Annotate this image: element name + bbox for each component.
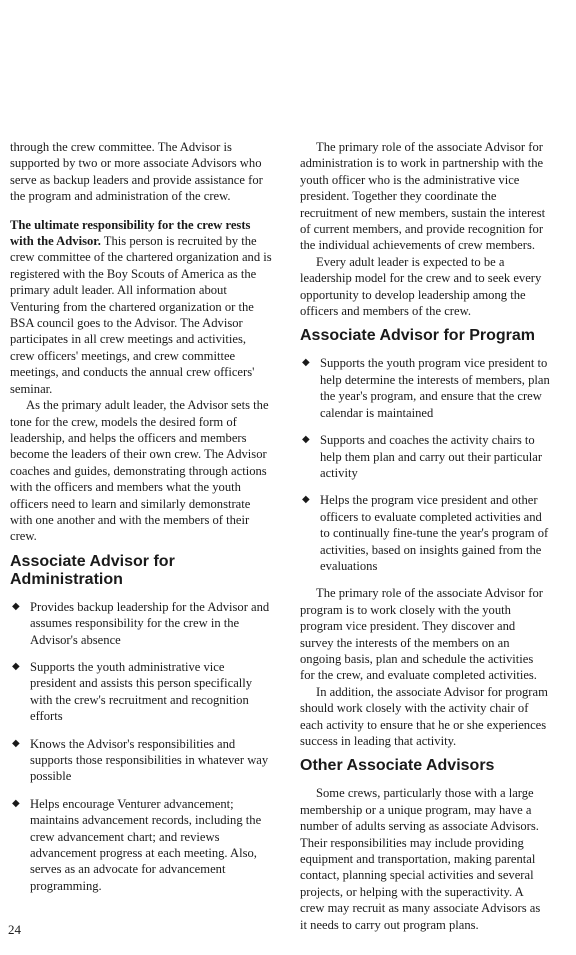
left-paragraph-2-rest: This person is recruited by the crew committee of the chartered organization and is registered with the Boy Scouts of America as the primary adult leader. All information about Venturing from the chartered organization or the BSA council goes to the Advisor. The Advisor participates in all crew meetings and activities, crew officers' meetings, and crew committee meetings, and conducts the annual crew officers' seminar.	[10, 234, 272, 396]
left-paragraph-2-bold: The ultimate responsibility for the crew rests with the Advisor.	[10, 217, 251, 249]
list-item	[300, 432, 550, 481]
list-item-text: Supports the youth administrative vice president and assists this person specifically with the crew's recruitment and recognition efforts	[30, 659, 253, 724]
list-item	[10, 599, 272, 648]
left-paragraph-3: As the primary adult leader, the Advisor sets the tone for the crew, models the desired form of leadership, and helps the officers and members become the leaders of their own crew. The Advisor coaches and guides, demonstrating through actions with the officers and members what the youth officers need to learn and similarly demonstrate with one another and with the members of their crew.	[10, 398, 269, 544]
right-paragraph-2: Every adult leader is expected to be a leadership model for the crew and to seek every opportunity to develop leadership among the officers and members of the crew.	[300, 254, 542, 319]
diamond-bullet-icon: ◆	[12, 600, 20, 612]
list-item	[10, 796, 272, 894]
list-item	[10, 736, 272, 785]
list-item	[300, 492, 550, 574]
list-item-text: Provides backup leadership for the Advisor and assumes responsibility for the crew in the Advisor's absence	[30, 599, 270, 647]
list-item-text: Supports and coaches the activity chairs to help them plan and carry out their particular activity	[320, 433, 543, 480]
diamond-bullet-icon: ◆	[12, 737, 20, 749]
left-paragraph-1: through the crew committee. The Advisor is supported by two or more associate Advisors who serve as backup leaders and provide assistance for the program and administration of the crew.	[10, 140, 263, 204]
left-column	[10, 139, 272, 905]
right-column	[300, 139, 550, 933]
list-item-text: Supports the youth program vice president to help determine the interests of members, plan the year's program, and ensure that the crew calendar is maintained	[320, 356, 550, 420]
program-bullet-list	[300, 355, 550, 574]
list-item-text: Knows the Advisor's responsibilities and supports those responsibilities in whatever way possible	[30, 736, 269, 784]
diamond-bullet-icon: ◆	[302, 357, 310, 369]
right-paragraph-1: The primary role of the associate Advisor for administration is to work in partnership with the youth officer who is the administrative vice president. Together they coordinate the recruitment of new members, sustain the interest of current members, and provide recognition for the individual achievements of crew members.	[300, 140, 546, 253]
heading-administration: Associate Advisor for Administration	[10, 552, 175, 588]
diamond-bullet-icon: ◆	[302, 494, 310, 506]
list-item	[300, 355, 550, 421]
administration-bullet-list	[10, 599, 272, 895]
list-item	[10, 659, 272, 725]
list-item-text: Helps the program vice president and other officers to evaluate completed activities and to continually fine-tune the year's program of activities, based on insights gained from the evaluations	[320, 493, 549, 573]
diamond-bullet-icon: ◆	[12, 660, 20, 672]
list-item-text: Helps encourage Venturer advancement; maintains advancement records, including the crew advancement chart; and reviews advancement progress at each meeting. Also, serves as an advocate for advancement programming.	[30, 796, 262, 893]
right-paragraph-3: The primary role of the associate Advisor for program is to work closely with the youth program vice president. They discover and survey the interests of the members on an ongoing basis, plan and schedule the activities for the crew, and evaluate completed activities.	[300, 586, 543, 683]
right-paragraph-5: Some crews, particularly those with a large membership or a unique program, may have a number of adults serving as associate Advisors. Their responsibilities may include providing equipment and transportation, making parental contact, planning special activities and several projects, or helping with the superactivity. A crew may recruit as many associate Advisors as it needs to carry out program plans.	[300, 786, 541, 932]
heading-other-advisors: Other Associate Advisors	[300, 757, 495, 775]
heading-program: Associate Advisor for Program	[300, 327, 536, 345]
diamond-bullet-icon: ◆	[302, 434, 310, 446]
right-paragraph-4: In addition, the associate Advisor for program should work closely with the activity chair of each activity to ensure that he or she experiences success in leading that activity.	[300, 684, 548, 748]
diamond-bullet-icon: ◆	[12, 797, 20, 809]
left-paragraph-2	[10, 217, 272, 397]
page-number: 24	[8, 922, 21, 937]
